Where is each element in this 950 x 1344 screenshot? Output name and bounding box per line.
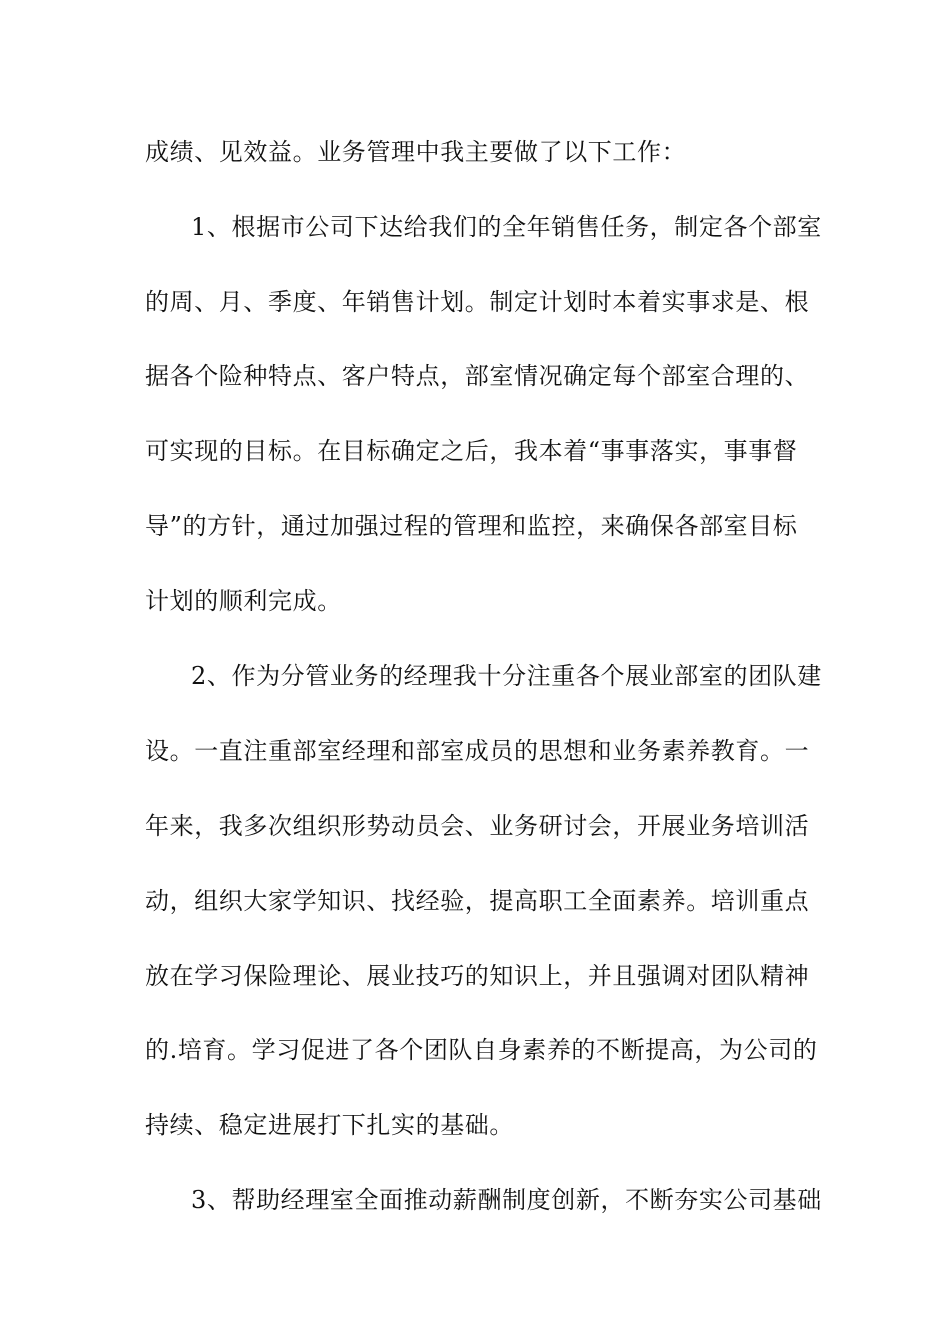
paragraph-2-start: 2、作为分管业务的经理我十分注重各个展业部室的团队建 bbox=[191, 662, 822, 690]
paragraph-1-start: 1、根据市公司下达给我们的全年销售任务，制定各个部室 bbox=[191, 213, 822, 241]
text-line: 据各个险种特点、客户特点，部室情况确定每个部室合理的、 bbox=[145, 362, 810, 390]
text-line: 计划的顺利完成。 bbox=[145, 587, 342, 615]
text-line: 的.培育。学习促进了各个团队自身素养的不断提高，为公司的 bbox=[145, 1036, 818, 1064]
text-line: 可实现的目标。在目标确定之后，我本着“事事落实，事事督 bbox=[145, 437, 798, 465]
text-line: 成绩、见效益。业务管理中我主要做了以下工作： bbox=[145, 138, 687, 166]
text-line: 导”的方针，通过加强过程的管理和监控，来确保各部室目标 bbox=[145, 512, 798, 540]
text-line: 年来，我多次组织形势动员会、业务研讨会，开展业务培训活 bbox=[145, 812, 810, 840]
text-line: 持续、稳定进展打下扎实的基础。 bbox=[145, 1111, 514, 1139]
paragraph-3-start: 3、帮助经理室全面推动薪酬制度创新，不断夯实公司基础 bbox=[191, 1186, 822, 1214]
text-line: 的周、月、季度、年销售计划。制定计划时本着实事求是、根 bbox=[145, 288, 810, 316]
text-line: 动，组织大家学知识、找经验，提高职工全面素养。培训重点 bbox=[145, 887, 810, 915]
text-line: 放在学习保险理论、展业技巧的知识上，并且强调对团队精神 bbox=[145, 962, 810, 990]
text-line: 设。一直注重部室经理和部室成员的思想和业务素养教育。一 bbox=[145, 737, 810, 765]
